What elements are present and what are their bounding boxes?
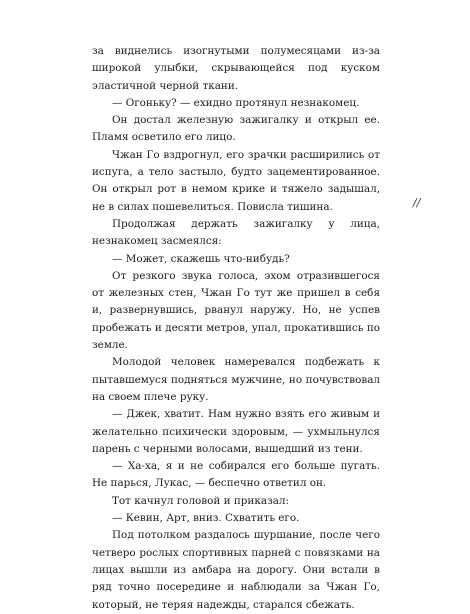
paragraph: Тот качнул головой и приказал: xyxy=(112,494,290,507)
paragraph: Продолжая держать зажигалку у лица, незнакомец засмеялся: xyxy=(92,217,380,248)
paragraph: — Может, скажешь что-нибудь? xyxy=(112,252,290,265)
body-text xyxy=(92,43,380,614)
paragraph: От резкого звука голоса, эхом отразившегося от железных стен, Чжан Го тут же пришел в себя и, развернувшись, рванул наружу. Но, не успев пробежать и десяти метров, упал, прокатившись по земле. xyxy=(92,269,380,352)
paragraph: за виднелись изогнутыми полумесяцами из-за широкой улыбки, скрывающейся под куском эластичной черной ткани. xyxy=(92,45,380,92)
paragraph: Он достал железную зажигалку и открыл ее. Пламя осветило его лицо. xyxy=(92,114,380,144)
paragraph: Чжан Го вздрогнул, его зрачки расширились от испуга, а тело застыло, будто зацементированное. Он открыл рот в немом крике и тяжело задышал, не в силах пошевелиться. Повисла тишина. xyxy=(92,148,380,213)
margin-mark: // xyxy=(413,196,421,209)
paragraph: Молодой человек намеревался подбежать к пытавшемуся подняться мужчине, но почувствовал на своем плече руку. xyxy=(92,356,380,403)
paragraph: — Кевин, Арт, вниз. Схватить его. xyxy=(112,512,300,525)
paragraph: — Ха-ха, я и не собирался его больше пугать. Не парься, Лукас, — беспечно ответил он. xyxy=(92,460,380,490)
paragraph: — Огоньку? — ехидно протянул незнакомец. xyxy=(112,96,360,109)
paragraph: — Джек, хватит. Нам нужно взять его живым и желательно психически здоровым, — ухмыльнулся парень с черными волосами, вышедший из тени. xyxy=(92,408,380,455)
paragraph: Под потолком раздалось шуршание, после чего четверо рослых спортивных парней с повязками на лицах вышли из амбара на дорогу. Они встали в ряд точно посередине и наблюдали за Чжан Го, который, не теряя надежды, старался сбежать. xyxy=(92,529,380,611)
